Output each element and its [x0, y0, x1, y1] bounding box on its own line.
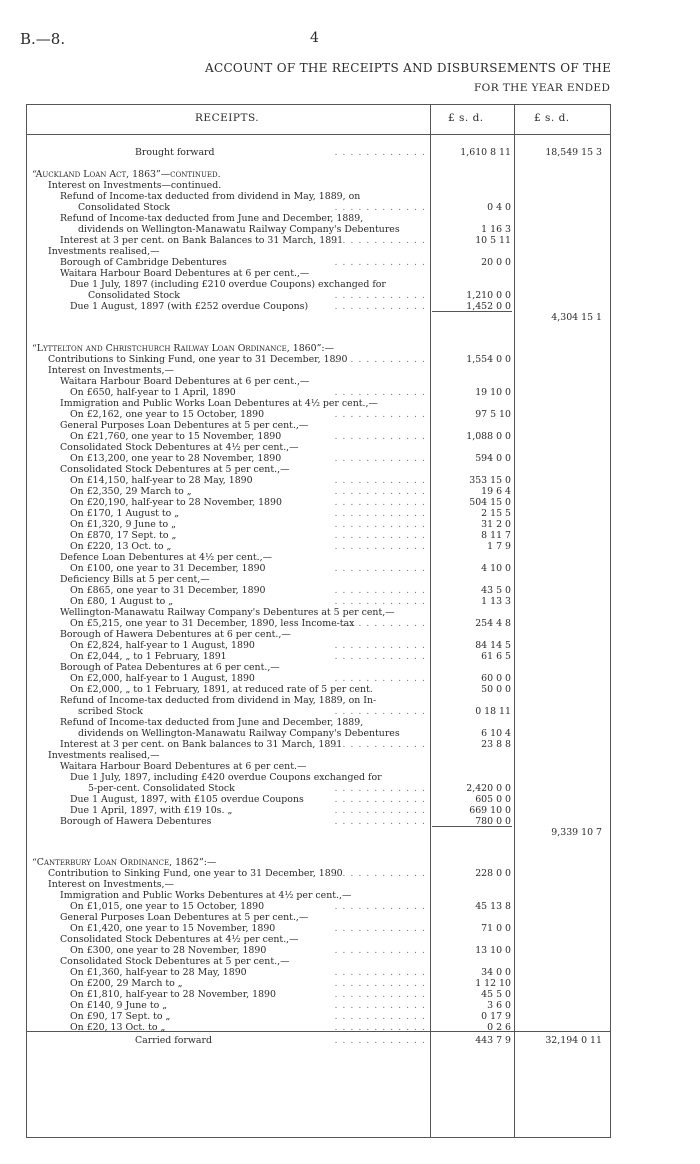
ledger-row-text: Due 1 August, 1897 (with £252 overdue Coupons): [70, 301, 309, 312]
total-cell: 4,304 15 1: [551, 312, 602, 323]
leader-dots: . . . . . . . . . . . .: [334, 290, 426, 301]
ledger-row: [0, 224, 700, 235]
ledger-row-text: Interest on Investments,—: [48, 365, 174, 376]
ledger-row: [0, 901, 700, 912]
leader-dots: . . . . . . . . . . . .: [334, 816, 426, 827]
ledger-row-text: Borough of Hawera Debentures at 6 per cent.,—: [60, 629, 291, 640]
ledger-row-text: On £2,162, one year to 15 October, 1890: [70, 409, 265, 420]
ledger-row: [0, 868, 700, 879]
ledger-row: [0, 728, 700, 739]
leader-dots: . . . . . . . . . . . .: [334, 1000, 426, 1011]
ledger-row-text: “Lyttelton and Christchurch Railway Loan Ordinance, 1860”:—: [32, 343, 334, 354]
amount-cell: 1 13 3: [481, 596, 511, 607]
ledger-row: [0, 1022, 700, 1033]
amount-column-header-2: £ s. d.: [534, 112, 570, 124]
ledger-row: [0, 552, 700, 563]
ledger-row: [0, 563, 700, 574]
ledger-row: [0, 365, 700, 376]
ledger-row: [0, 530, 700, 541]
ledger-row-text: Refund of Income-tax deducted from June and December, 1889,: [60, 717, 364, 728]
leader-dots: . . . . . . . . . . . .: [334, 486, 426, 497]
leader-dots: . . . . . . . . . . . .: [334, 923, 426, 934]
ledger-row: [0, 1035, 700, 1046]
ledger-row: [0, 629, 700, 640]
ledger-row-text: Interest at 3 per cent. on Bank balances to 31 March, 1891: [60, 739, 343, 750]
amount-cell: 61 6 5: [481, 651, 511, 662]
ledger-row-text: Interest on Investments,—: [48, 879, 174, 890]
leader-dots: . . . . . . . . . . . .: [334, 453, 426, 464]
ledger-row-text: On £2,044, „ to 1 February, 1891: [70, 651, 227, 662]
amount-cell: 34 0 0: [481, 967, 511, 978]
ledger-row-text: Due 1 April, 1897, with £19 10s. „: [70, 805, 233, 816]
ledger-row-text: Immigration and Public Works Debentures at 4½ per cent.,—: [60, 890, 352, 901]
ledger-row-text: “Canterbury Loan Ordinance, 1862”:—: [32, 857, 217, 868]
amount-cell: 0 2 6: [487, 1022, 511, 1033]
ledger-row-text: On £20, 13 Oct. to „: [70, 1022, 166, 1033]
ledger-row-text: On £1,810, half-year to 28 November, 1890: [70, 989, 276, 1000]
ledger-row: [0, 662, 700, 673]
leader-dots: . . . . . . . . . . . .: [334, 202, 426, 213]
leader-dots: . . . . . . . . . . . .: [334, 1035, 426, 1046]
ledger-row-text: Interest on Investments—continued.: [48, 180, 222, 191]
leader-dots: . . . . . . . . . . . .: [334, 1011, 426, 1022]
leader-dots: . . . . . . . . . . . .: [334, 431, 426, 442]
amount-cell: 97 5 10: [475, 409, 511, 420]
amount-cell: 0 18 11: [475, 706, 511, 717]
ledger-row: [0, 202, 700, 213]
ledger-row-text: Consolidated Stock: [88, 290, 180, 301]
total-cell: 18,549 15 3: [545, 147, 602, 158]
ledger-row: [0, 387, 700, 398]
ledger-row: [0, 673, 700, 684]
ledger-row: [0, 312, 700, 323]
amount-cell: 50 0 0: [481, 684, 511, 695]
ledger-row-text: Immigration and Public Works Loan Debentures at 4½ per cent.,—: [60, 398, 378, 409]
ledger-row: [0, 246, 700, 257]
ledger-row: [0, 420, 700, 431]
amount-cell: 19 10 0: [475, 387, 511, 398]
ledger-row: [0, 879, 700, 890]
ledger-row-text: On £2,000, „ to 1 February, 1891, at reduced rate of 5 per cent.: [70, 684, 373, 695]
amount-cell: 254 4 8: [475, 618, 511, 629]
ledger-row: [0, 508, 700, 519]
leader-dots: . . . . . . . . . . . .: [334, 673, 426, 684]
ledger-row: [0, 923, 700, 934]
ledger-row: [0, 453, 700, 464]
leader-dots: . . . . . . . . . . . .: [334, 1022, 426, 1033]
ledger-row: [0, 213, 700, 224]
ledger-row-text: On £2,824, half-year to 1 August, 1890: [70, 640, 255, 651]
amount-cell: 0 17 9: [481, 1011, 511, 1022]
leader-dots: . . . . . . . . . . . .: [334, 235, 426, 246]
ledger-row-text: On £13,200, one year to 28 November, 1890: [70, 453, 282, 464]
ledger-row: [0, 376, 700, 387]
ledger-row-text: Borough of Patea Debentures at 6 per cent.,—: [60, 662, 280, 673]
ledger-row: [0, 409, 700, 420]
ledger-row-text: Defence Loan Debentures at 4½ per cent.,—: [60, 552, 272, 563]
amount-cell: 43 5 0: [481, 585, 511, 596]
ledger-row-text: Interest at 3 per cent. on Bank Balances to 31 March, 1891: [60, 235, 344, 246]
ledger-row: [0, 912, 700, 923]
amount-cell: 780 0 0: [475, 816, 511, 827]
ledger-row-text: On £1,420, one year to 15 November, 1890: [70, 923, 276, 934]
amount-cell: 1 16 3: [481, 224, 511, 235]
leader-dots: . . . . . . . . . . . .: [334, 585, 426, 596]
ledger-row: [0, 475, 700, 486]
ledger-row-text: Investments realised,—: [48, 750, 160, 761]
header-rule: [26, 134, 611, 135]
ledger-row-text: On £100, one year to 31 December, 1890: [70, 563, 266, 574]
leader-dots: . . . . . . . . . . . .: [334, 978, 426, 989]
ledger-row-text: Consolidated Stock Debentures at 5 per cent.,—: [60, 956, 290, 967]
leader-dots: . . . . . . . . . . . .: [334, 387, 426, 398]
ledger-row: [0, 640, 700, 651]
leader-dots: . . . . . . . . . . . .: [334, 508, 426, 519]
ledger-row: [0, 301, 700, 312]
ledger-row-text: Investments realised,—: [48, 246, 160, 257]
page-reference: B.—8.: [20, 30, 66, 48]
ledger-row-text: dividends on Wellington-Manawatu Railway Company's Debentures: [78, 728, 400, 739]
amount-cell: 2,420 0 0: [466, 783, 511, 794]
leader-dots: . . . . . . . . . . . .: [334, 651, 426, 662]
amount-cell: 45 5 0: [481, 989, 511, 1000]
leader-dots: . . . . . . . . . . . .: [334, 706, 426, 717]
ledger-row-text: On £1,015, one year to 15 October, 1890: [70, 901, 265, 912]
ledger-row: [0, 180, 700, 191]
leader-dots: . . . . . . . . . . . .: [334, 596, 426, 607]
amount-cell: 669 10 0: [469, 805, 511, 816]
ledger-row: [0, 945, 700, 956]
ledger-row-text: Waitara Harbour Board Debentures at 6 per cent.,—: [60, 268, 310, 279]
ledger-row-text: Due 1 August, 1897, with £105 overdue Coupons: [70, 794, 304, 805]
ledger-row: [0, 191, 700, 202]
ledger-row: [0, 1011, 700, 1022]
ledger-row: [0, 486, 700, 497]
leader-dots: . . . . . . . . . . . .: [334, 147, 426, 158]
amount-cell: 60 0 0: [481, 673, 511, 684]
ledger-row: [0, 290, 700, 301]
total-cell: 9,339 10 7: [551, 827, 602, 838]
leader-dots: . . . . . . . . . . . .: [334, 563, 426, 574]
ledger-row: [0, 989, 700, 1000]
ledger-row: [0, 268, 700, 279]
ledger-row-text: On £2,000, half-year to 1 August, 1890: [70, 673, 255, 684]
ledger-row: [0, 706, 700, 717]
ledger-row-text: Refund of Income-tax deducted from June and December, 1889,: [60, 213, 364, 224]
ledger-row-text: Waitara Harbour Board Debentures at 6 per cent.,—: [60, 376, 310, 387]
ledger-row-text: On £170, 1 August to „: [70, 508, 180, 519]
ledger-row-text: General Purposes Loan Debentures at 5 per cent.,—: [60, 912, 309, 923]
amount-cell: 605 0 0: [475, 794, 511, 805]
ledger-row-text: On £650, half-year to 1 April, 1890: [70, 387, 236, 398]
ledger-row: [0, 607, 700, 618]
ledger-row: [0, 343, 700, 354]
amount-cell: 504 15 0: [469, 497, 511, 508]
ledger-row-text: On £140, 9 June to „: [70, 1000, 168, 1011]
ledger-row: [0, 978, 700, 989]
amount-cell: 1,554 0 0: [466, 354, 511, 365]
amount-column-header-1: £ s. d.: [448, 112, 484, 124]
amount-cell: 3 6 0: [487, 1000, 511, 1011]
amount-cell: 84 14 5: [475, 640, 511, 651]
ledger-row: [0, 257, 700, 268]
amount-cell: 8 11 7: [481, 530, 511, 541]
total-cell: 32,194 0 11: [545, 1035, 602, 1046]
ledger-row: [0, 750, 700, 761]
ledger-row: [0, 772, 700, 783]
account-subtitle: FOR THE YEAR ENDED: [474, 82, 611, 94]
ledger-row: [0, 684, 700, 695]
amount-cell: 1 12 10: [475, 978, 511, 989]
ledger-row-text: Refund of Income-tax deducted from dividend in May, 1889, on In-: [60, 695, 377, 706]
ledger-row-text: On £300, one year to 28 November, 1890: [70, 945, 267, 956]
ledger-row-text: On £21,760, one year to 15 November, 1890: [70, 431, 282, 442]
ledger-row: [0, 147, 700, 158]
amount-cell: 0 4 0: [487, 202, 511, 213]
ledger-row-text: On £14,150, half-year to 28 May, 1890: [70, 475, 253, 486]
ledger-row-text: Refund of Income-tax deducted from dividend in May, 1889, on: [60, 191, 361, 202]
ledger-row: [0, 497, 700, 508]
ledger-row-text: On £5,215, one year to 31 December, 1890, less Income-tax: [70, 618, 355, 629]
ledger-row: [0, 794, 700, 805]
ledger-row: [0, 890, 700, 901]
ledger-row-text: Consolidated Stock Debentures at 4½ per cent.,—: [60, 934, 299, 945]
amount-cell: 228 0 0: [475, 868, 511, 879]
amount-cell: 23 8 8: [481, 739, 511, 750]
leader-dots: . . . . . . . . . . . .: [334, 475, 426, 486]
ledger-row: [0, 585, 700, 596]
leader-dots: . . . . . . . . . . . .: [334, 354, 426, 365]
leader-dots: . . . . . . . . . . . .: [334, 409, 426, 420]
ledger-row: [0, 651, 700, 662]
ledger-row-text: Borough of Cambridge Debentures: [60, 257, 227, 268]
amount-cell: 19 6 4: [481, 486, 511, 497]
amount-cell: 1,088 0 0: [466, 431, 511, 442]
ledger-row-text: Wellington-Manawatu Railway Company's Debentures at 5 per cent,—: [60, 607, 395, 618]
leader-dots: . . . . . . . . . . . .: [334, 945, 426, 956]
ledger-row: [0, 596, 700, 607]
ledger-row-text: General Purposes Loan Debentures at 5 per cent.,—: [60, 420, 309, 431]
receipts-column-header: RECEIPTS.: [195, 112, 260, 124]
ledger-row: [0, 857, 700, 868]
ledger-row-text: Consolidated Stock Debentures at 5 per cent.,—: [60, 464, 290, 475]
amount-cell: 4 10 0: [481, 563, 511, 574]
leader-dots: . . . . . . . . . . . .: [334, 739, 426, 750]
leader-dots: . . . . . . . . . . . .: [334, 989, 426, 1000]
ledger-row: [0, 967, 700, 978]
ledger-row: [0, 279, 700, 290]
amount-cell: 13 10 0: [475, 945, 511, 956]
ledger-row-text: On £220, 13 Oct. to „: [70, 541, 172, 552]
ledger-row: [0, 235, 700, 246]
ledger-row: [0, 956, 700, 967]
ledger-row-text: scribed Stock: [78, 706, 143, 717]
leader-dots: . . . . . . . . . . . .: [334, 783, 426, 794]
leader-dots: . . . . . . . . . . . .: [334, 640, 426, 651]
leader-dots: . . . . . . . . . . . .: [334, 805, 426, 816]
ledger-row-text: Due 1 July, 1897, including £420 overdue Coupons exchanged for: [70, 772, 382, 783]
ledger-row-text: On £870, 17 Sept. to „: [70, 530, 177, 541]
leader-dots: . . . . . . . . . . . .: [334, 901, 426, 912]
amount-cell: 353 15 0: [469, 475, 511, 486]
ledger-row: [0, 618, 700, 629]
ledger-row: [0, 761, 700, 772]
ledger-row-text: On £90, 17 Sept. to „: [70, 1011, 171, 1022]
amount-cell: 31 2 0: [481, 519, 511, 530]
ledger-row-text: Contribution to Sinking Fund, one year to 31 December, 1890: [48, 868, 343, 879]
ledger-row-text: Consolidated Stock: [78, 202, 170, 213]
ledger-row: [0, 464, 700, 475]
ledger-row-text: Borough of Hawera Debentures: [60, 816, 212, 827]
ledger-row: [0, 717, 700, 728]
ledger-row-text: 5-per-cent. Consolidated Stock: [88, 783, 235, 794]
amount-cell: 6 10 4: [481, 728, 511, 739]
ledger-row: [0, 519, 700, 530]
leader-dots: . . . . . . . . . . . .: [334, 794, 426, 805]
ledger-row-text: “Auckland Loan Act, 1863”—continued.: [32, 169, 221, 180]
ledger-row-text: Deficiency Bills at 5 per cent,—: [60, 574, 210, 585]
ledger-row-text: On £2,350, 29 March to „: [70, 486, 192, 497]
leader-dots: . . . . . . . . . . . .: [334, 541, 426, 552]
amount-cell: 10 5 11: [475, 235, 511, 246]
ledger-row: [0, 442, 700, 453]
ledger-row-text: On £1,320, 9 June to „: [70, 519, 177, 530]
ledger-row-text: On £1,360, half-year to 28 May, 1890: [70, 967, 247, 978]
ledger-row: [0, 805, 700, 816]
amount-cell: 1,452 0 0: [466, 301, 511, 312]
amount-cell: 1 7 9: [487, 541, 511, 552]
ledger-row: [0, 827, 700, 838]
amount-cell: 443 7 9: [475, 1035, 511, 1046]
leader-dots: . . . . . . . . . . . .: [334, 868, 426, 879]
ledger-row: [0, 169, 700, 180]
ledger-row-text: Waitara Harbour Board Debentures at 6 per cent.—: [60, 761, 307, 772]
leader-dots: . . . . . . . . . . . .: [334, 301, 426, 312]
amount-cell: 1,610 8 11: [460, 147, 511, 158]
ledger-row-text: Carried forward: [135, 1035, 212, 1046]
leader-dots: . . . . . . . . . . . .: [334, 967, 426, 978]
ledger-row: [0, 695, 700, 706]
amount-cell: 2 15 5: [481, 508, 511, 519]
ledger-row-text: dividends on Wellington-Manawatu Railway Company's Debentures: [78, 224, 400, 235]
ledger-row: [0, 1000, 700, 1011]
ledger-row: [0, 431, 700, 442]
ledger-row: [0, 574, 700, 585]
account-title: ACCOUNT OF THE RECEIPTS AND DISBURSEMENTS OF THE: [205, 61, 612, 75]
ledger-row-text: Contributions to Sinking Fund, one year to 31 December, 1890: [48, 354, 348, 365]
ledger-row: [0, 816, 700, 827]
leader-dots: . . . . . . . . . . . .: [334, 519, 426, 530]
ledger-row: [0, 398, 700, 409]
ledger-row: [0, 783, 700, 794]
amount-cell: 20 0 0: [481, 257, 511, 268]
ledger-row: [0, 739, 700, 750]
ledger-row: [0, 934, 700, 945]
amount-cell: 1,210 0 0: [466, 290, 511, 301]
ledger-row: [0, 541, 700, 552]
ledger-row-text: On £20,190, half-year to 28 November, 1890: [70, 497, 282, 508]
amount-cell: 71 0 0: [481, 923, 511, 934]
leader-dots: . . . . . . . . . . . .: [334, 530, 426, 541]
amount-cell: 594 0 0: [475, 453, 511, 464]
leader-dots: . . . . . . . . . . . .: [334, 497, 426, 508]
ledger-row-text: On £200, 29 March to „: [70, 978, 183, 989]
ledger-row-text: On £80, 1 August to „: [70, 596, 174, 607]
ledger-row-text: On £865, one year to 31 December, 1890: [70, 585, 266, 596]
page-number: 4: [310, 30, 319, 46]
leader-dots: . . . . . . . . . . . .: [334, 618, 426, 629]
ledger-row: [0, 354, 700, 365]
ledger-row-text: Consolidated Stock Debentures at 4½ per cent.,—: [60, 442, 299, 453]
ledger-row-text: Due 1 July, 1897 (including £210 overdue Coupons) exchanged for: [70, 279, 386, 290]
leader-dots: . . . . . . . . . . . .: [334, 257, 426, 268]
amount-cell: 45 13 8: [475, 901, 511, 912]
ledger-row-text: Brought forward: [135, 147, 215, 158]
